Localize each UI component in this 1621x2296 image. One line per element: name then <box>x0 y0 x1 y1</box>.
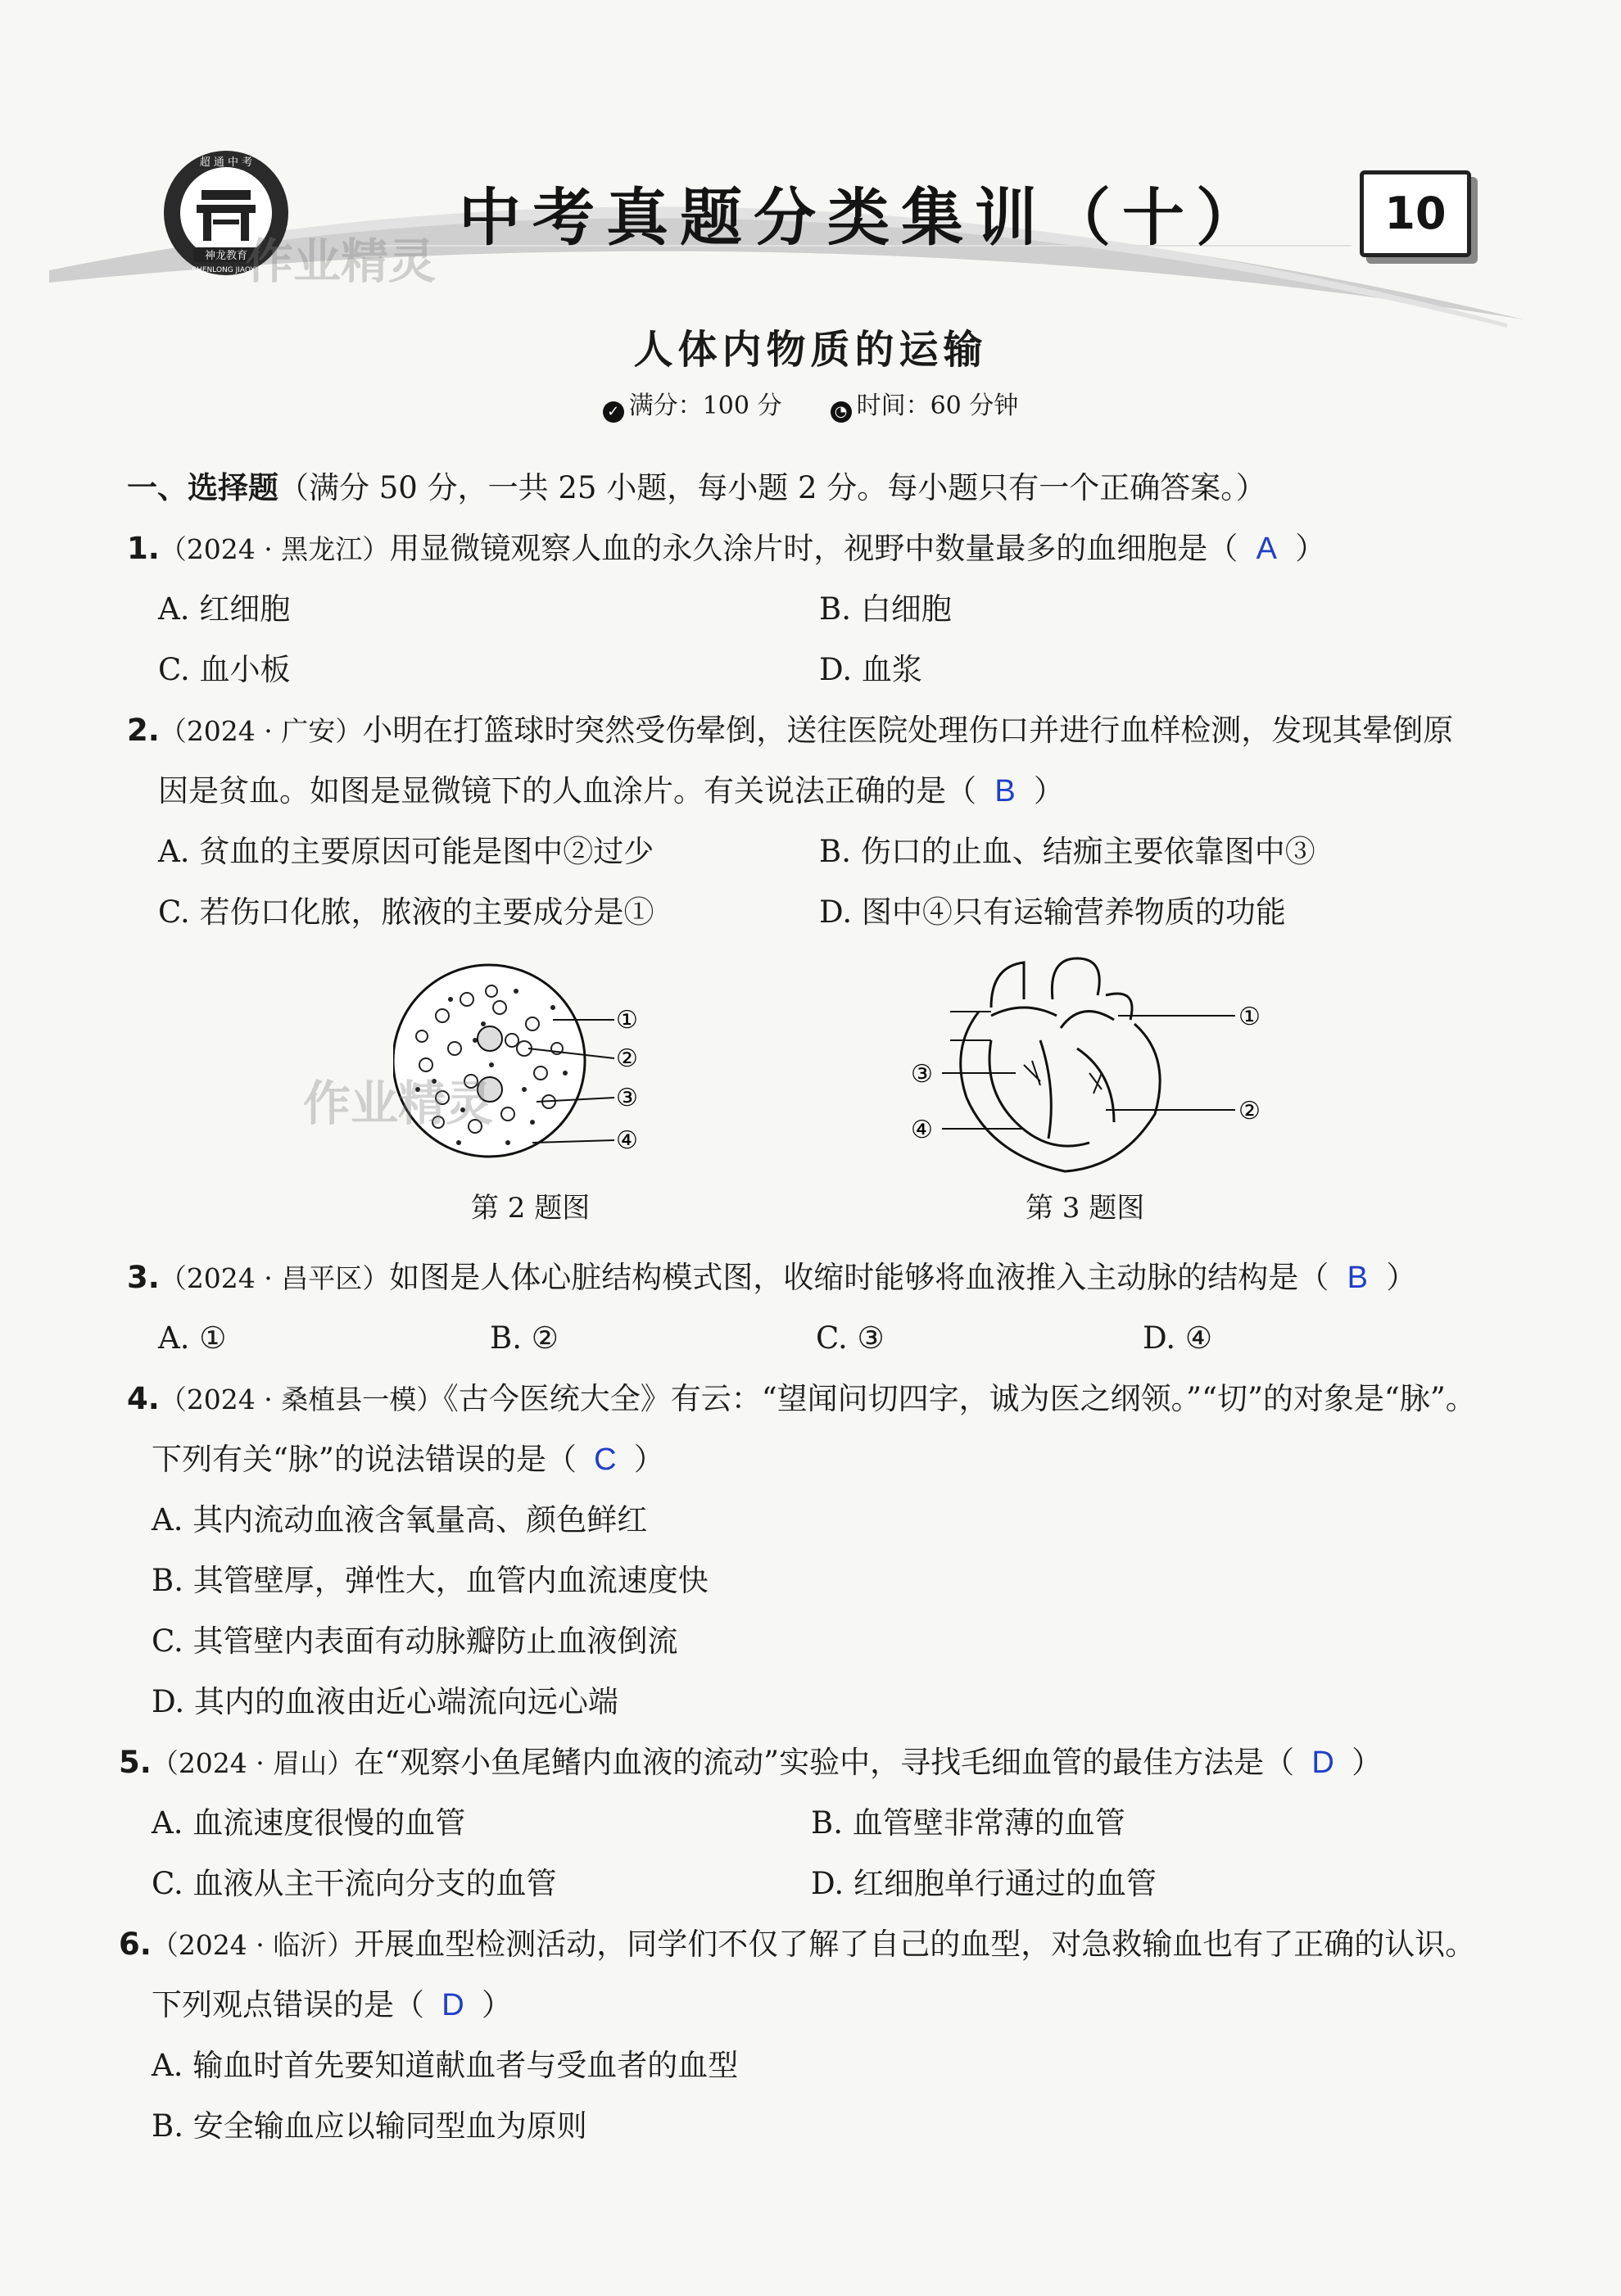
option: B. 血管壁非常薄的血管 <box>811 1805 1125 1841</box>
question-number: 3. <box>127 1260 160 1295</box>
question-6 <box>119 1925 1475 1965</box>
question-stem: 小明在打篮球时突然受伤晕倒，送往医院处理伤口并进行血样检测，发现其晕倒原 <box>362 713 1454 748</box>
question-stem: 在“观察小鱼尾鳍内血液的流动”实验中，寻找毛细血管的最佳方法是（ <box>354 1745 1295 1780</box>
option: B. 其管壁厚，弹性大，血管内血流速度快 <box>152 1563 709 1598</box>
answer-mark: A <box>1256 532 1277 566</box>
question-1 <box>127 529 1325 569</box>
question-number: 4. <box>127 1381 160 1416</box>
watermark-figure: 作业精灵 <box>303 1076 494 1131</box>
option: B. 伤口的止血、结痂主要依靠图中③ <box>819 834 1315 869</box>
question-4-cont <box>152 1440 664 1479</box>
logo-ring-text: SHENLONG JIAOYU <box>192 266 260 274</box>
question-number: 1. <box>127 531 160 566</box>
label-3: ③ <box>911 1060 933 1089</box>
bracket-close: ） <box>1034 773 1064 808</box>
label-2: ② <box>616 1044 638 1073</box>
check-icon: ✓ <box>603 401 624 423</box>
option: A. 血流速度很慢的血管 <box>152 1805 466 1841</box>
heart-details <box>950 1012 1102 1094</box>
bracket-close: ） <box>1352 1745 1383 1780</box>
option: C. 其管壁内表面有动脉瓣防止血液倒流 <box>152 1624 678 1659</box>
option: B. 白细胞 <box>819 591 952 627</box>
bracket-close: ） <box>633 1442 664 1477</box>
question-5 <box>119 1743 1382 1783</box>
page-title: 中考真题分类集训（十） <box>459 181 1270 254</box>
question-stem-cont: 因是贫血。如图是显微镜下的人血涂片。有关说法正确的是（ <box>158 773 976 808</box>
question-number: 6. <box>119 1927 152 1962</box>
question-source: （2024 · 昌平区） <box>159 1262 390 1294</box>
section-label: 一、选择题 <box>127 470 278 505</box>
option: D. 图中④只有运输营养物质的功能 <box>819 894 1286 930</box>
chapter-number-badge: 10 <box>1360 170 1471 257</box>
figure-3-caption: 第 3 题图 <box>1026 1192 1145 1225</box>
answer-mark: B <box>1347 1261 1368 1295</box>
subtitle: 人体内物质的运输 <box>633 327 988 373</box>
label-1: ① <box>616 1006 638 1035</box>
heart-figure <box>901 950 1270 1180</box>
question-2-cont <box>158 772 1064 811</box>
question-stem-cont: 下列有关“脉”的说法错误的是（ <box>152 1442 577 1477</box>
question-stem-cont: 下列观点错误的是（ <box>152 1987 424 2022</box>
question-stem: 如图是人体心脏结构模式图，收缩时能够将血液推入主动脉的结构是（ <box>389 1260 1329 1295</box>
heart-outline <box>961 958 1160 1171</box>
logo-bottom-text: 神龙教育 <box>204 250 248 262</box>
figure-2-caption: 第 2 题图 <box>471 1192 591 1225</box>
exam-meta <box>0 385 1621 423</box>
label-4: ④ <box>616 1126 638 1155</box>
watermark-top: 作业精灵 <box>246 233 437 289</box>
answer-mark: D <box>1311 1746 1334 1780</box>
option: D. 红细胞单行通过的血管 <box>811 1866 1157 1901</box>
question-source: （2024 · 眉山） <box>151 1747 355 1779</box>
option: A. 其内流动血液含氧量高、颜色鲜红 <box>152 1502 648 1537</box>
question-source: （2024 · 广安） <box>159 715 363 747</box>
option: A. ① <box>158 1320 227 1356</box>
section-header <box>127 469 1266 508</box>
question-source: （2024 · 桑植县一模） <box>159 1383 444 1415</box>
full-score: 满分：100 分 <box>628 392 782 420</box>
option: C. 血液从主干流向分支的血管 <box>152 1866 557 1901</box>
logo-top-text: 超 通 中 考 <box>199 156 253 169</box>
question-stem: 《古今医统大全》有云：“望闻问切四字，诚为医之纲领。”“切”的对象是“脉”。 <box>443 1381 1476 1416</box>
option: A. 输血时首先要知道献血者与受血者的血型 <box>152 2048 739 2083</box>
answer-mark: C <box>594 1442 617 1477</box>
option: D. 血浆 <box>819 652 922 687</box>
question-source: （2024 · 临沂） <box>151 1929 355 1961</box>
question-6-cont <box>152 1986 512 2025</box>
option: A. 贫血的主要原因可能是图中②过少 <box>158 834 654 869</box>
question-2 <box>127 711 1453 751</box>
answer-mark: B <box>994 774 1016 808</box>
option: B. 安全输血应以输同型血为原则 <box>152 2108 587 2144</box>
bracket-close: ） <box>1295 531 1326 566</box>
label-1: ① <box>1238 1003 1261 1031</box>
option: C. 血小板 <box>158 652 291 687</box>
section-desc: （满分 50 分，一共 25 小题，每小题 2 分。每小题只有一个正确答案。） <box>278 470 1266 505</box>
label-4: ④ <box>911 1116 933 1144</box>
question-4 <box>127 1379 1476 1420</box>
option: C. 若伤口化脓，脓液的主要成分是① <box>158 894 654 930</box>
white-blood-cell <box>478 1026 502 1051</box>
bracket-close: ） <box>1386 1260 1417 1295</box>
answer-mark: D <box>441 1988 464 2022</box>
leader-lines <box>942 1016 1235 1129</box>
question-stem: 用显微镜观察人血的永久涂片时，视野中数量最多的血细胞是（ <box>389 531 1238 566</box>
option: D. ④ <box>1143 1320 1213 1356</box>
option: B. ② <box>490 1320 559 1356</box>
question-number: 5. <box>119 1745 152 1780</box>
label-2: ② <box>1238 1097 1261 1125</box>
clock-icon: ◔ <box>831 401 852 423</box>
option: C. ③ <box>816 1320 885 1356</box>
time-limit: 时间：60 分钟 <box>856 392 1019 420</box>
option: D. 其内的血液由近心端流向远心端 <box>152 1684 618 1719</box>
label-3: ③ <box>616 1084 638 1112</box>
question-number: 2. <box>127 713 160 748</box>
question-stem: 开展血型检测活动，同学们不仅了解了自己的血型，对急救输血也有了正确的认识。 <box>354 1927 1476 1962</box>
option: A. 红细胞 <box>158 591 291 627</box>
question-3 <box>127 1258 1416 1298</box>
question-source: （2024 · 黑龙江） <box>159 533 390 565</box>
bracket-close: ） <box>482 1987 512 2022</box>
